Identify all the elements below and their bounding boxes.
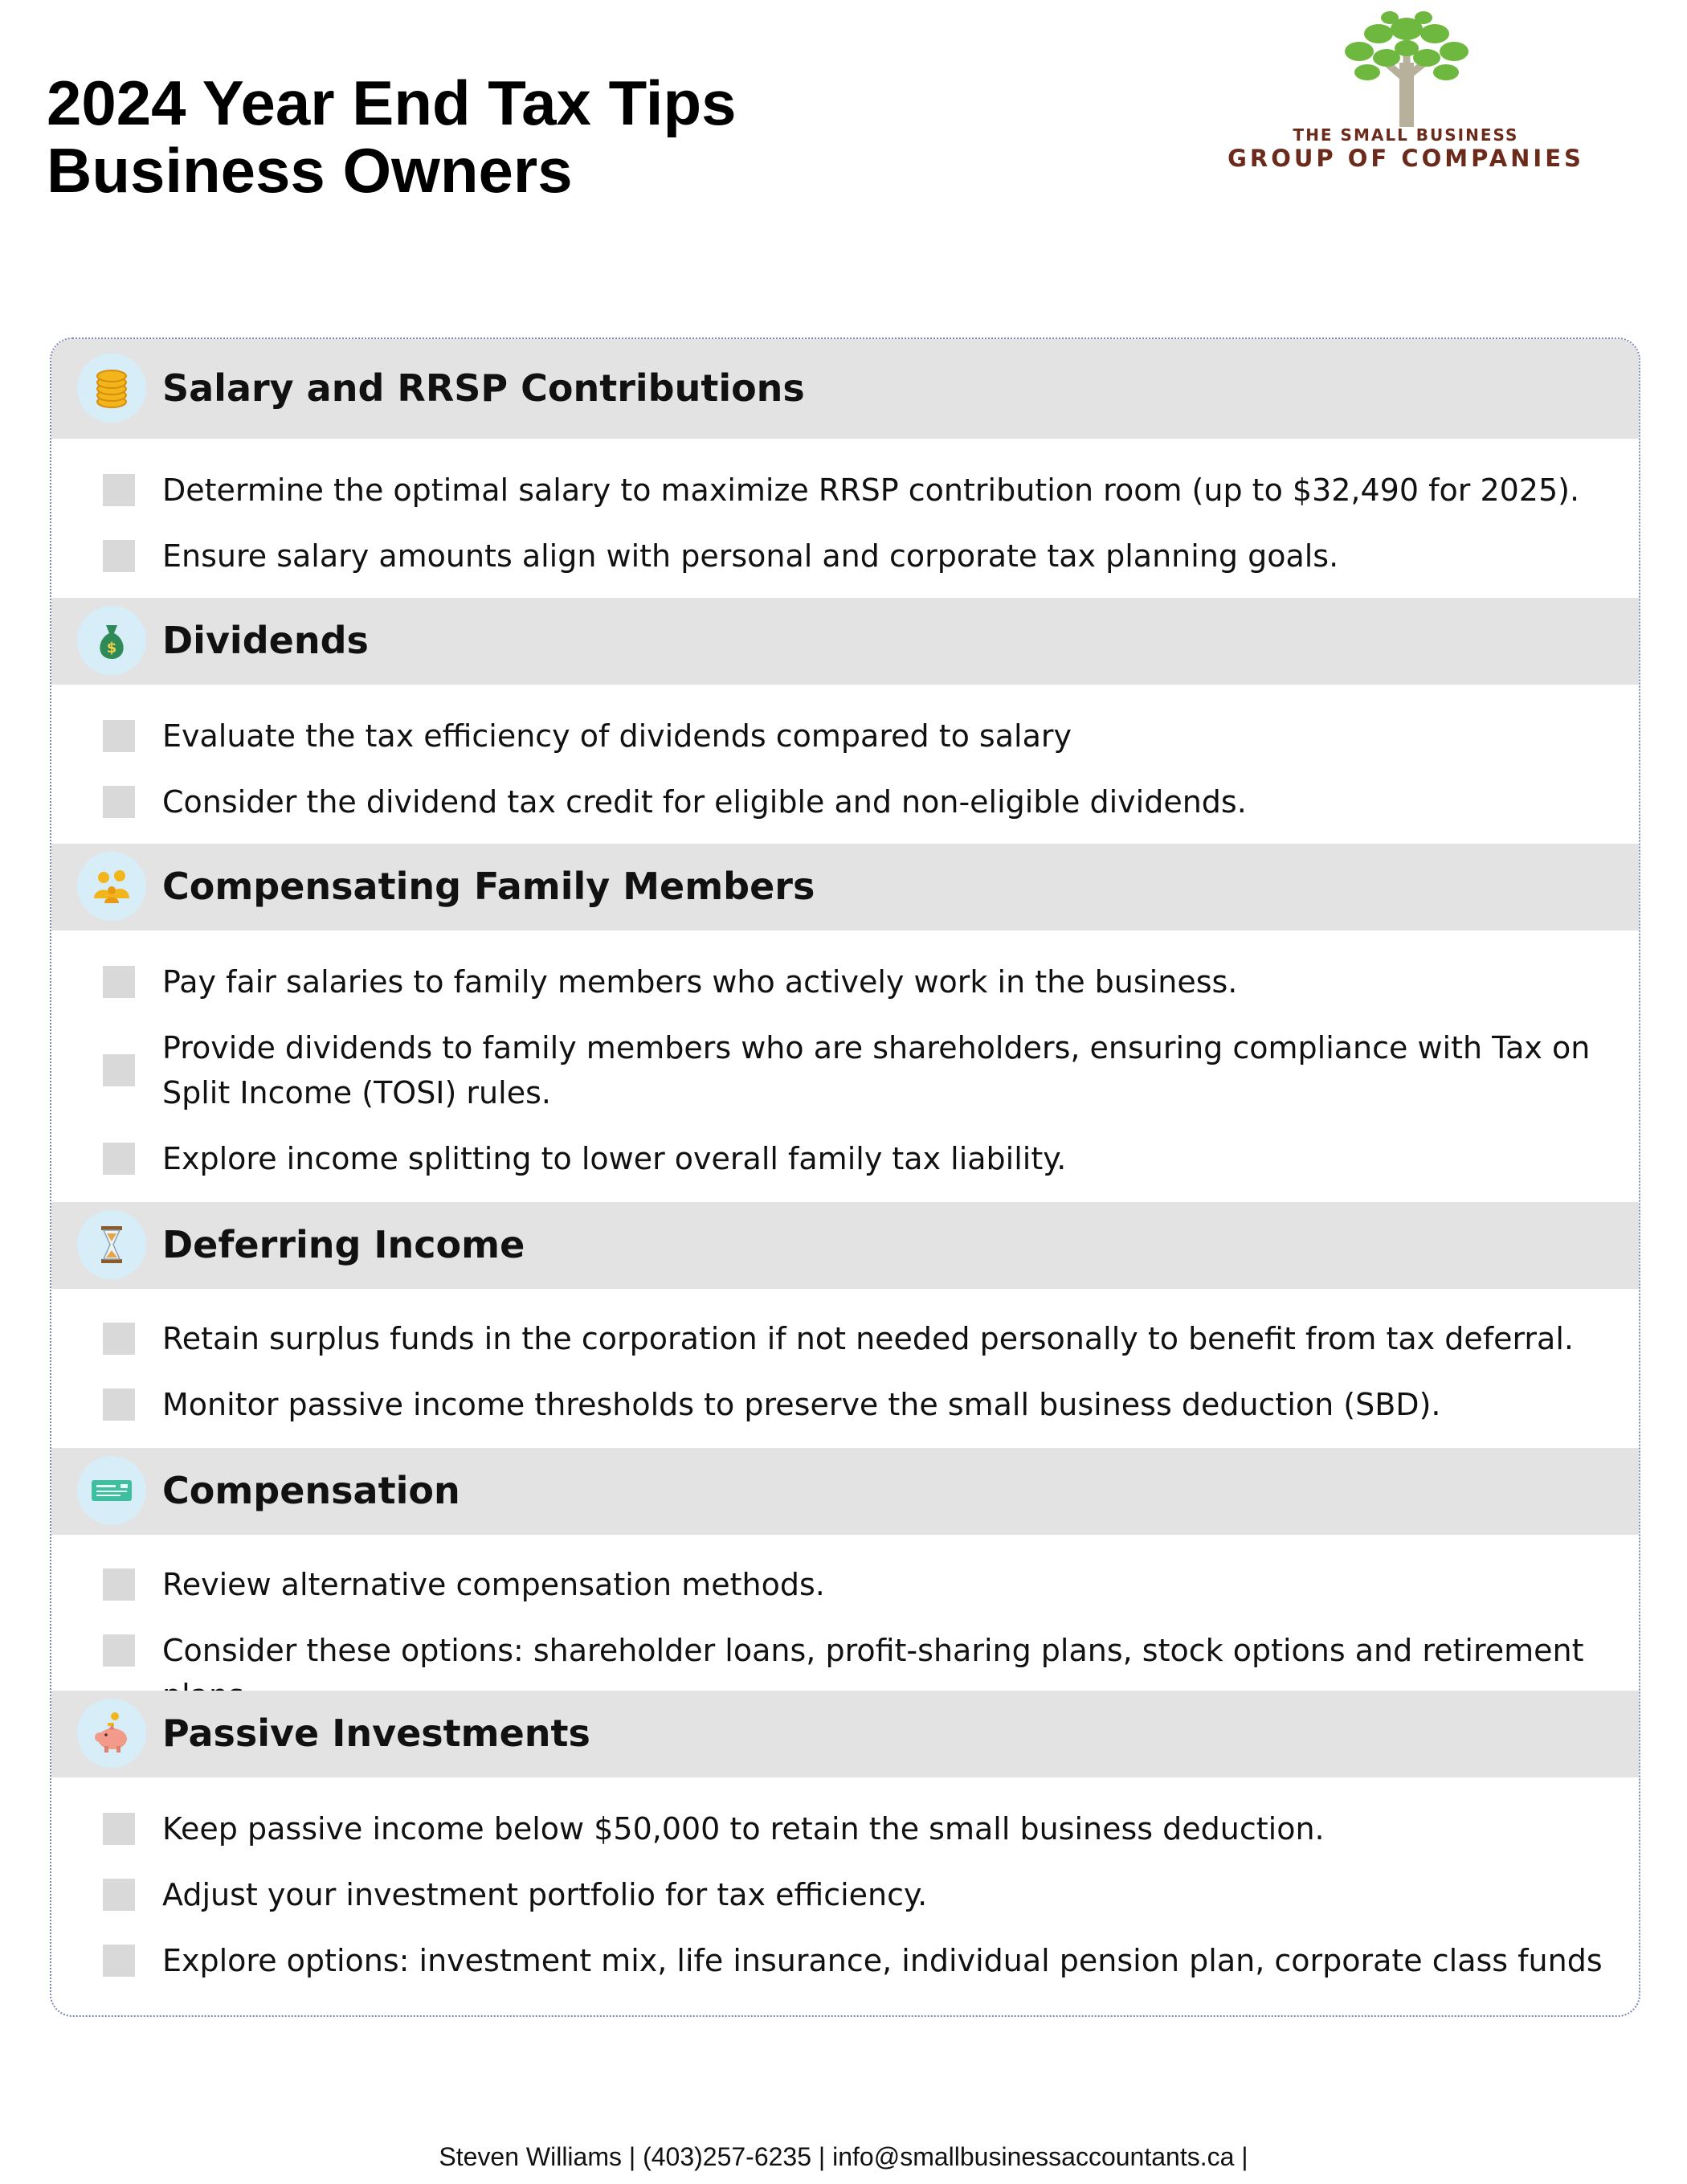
item-text: Consider the dividend tax credit for eligible and non-eligible dividends. bbox=[162, 784, 1247, 820]
checkbox[interactable] bbox=[103, 720, 135, 752]
section-header-passive bbox=[51, 1691, 1639, 1777]
section-header-dividends bbox=[51, 598, 1639, 685]
piggy-bank-icon bbox=[88, 1710, 135, 1757]
money-bag-icon bbox=[88, 617, 135, 664]
page-title bbox=[47, 69, 737, 204]
section-title: Passive Investments bbox=[162, 1712, 590, 1755]
checkbox[interactable] bbox=[103, 474, 135, 506]
section-header-salary-rrsp bbox=[51, 339, 1639, 439]
checkbox[interactable] bbox=[103, 786, 135, 818]
svg-text:$: $ bbox=[106, 640, 117, 656]
item-text: Review alternative compensation methods. bbox=[162, 1567, 825, 1602]
item-text: Consider these options: shareholder loans, profit-sharing plans, stock options and retirement bbox=[162, 1633, 1584, 1668]
item-text: Explore options: investment mix, life insurance, individual pension plan, corporate class funds bbox=[162, 1943, 1603, 1978]
checkbox[interactable] bbox=[103, 1813, 135, 1845]
family-icon bbox=[88, 863, 135, 910]
logo-line-1: THE SMALL BUSINESS bbox=[1293, 125, 1519, 145]
section-header-compensation bbox=[51, 1448, 1639, 1535]
cheque-icon bbox=[88, 1467, 135, 1514]
item-text: Determine the optimal salary to maximize RRSP contribution room (up to $32,490 for 2025). bbox=[162, 472, 1580, 508]
item-text: Retain surplus funds in the corporation if not needed personally to benefit from tax deferral. bbox=[162, 1321, 1574, 1356]
company-logo bbox=[1189, 6, 1623, 175]
section-title: Compensating Family Members bbox=[162, 865, 815, 908]
item-text: Pay fair salaries to family members who actively work in the business. bbox=[162, 964, 1238, 1000]
section-icon-circle bbox=[77, 1210, 146, 1279]
checkbox[interactable] bbox=[103, 1568, 135, 1601]
item-text: Explore income splitting to lower overall family tax liability. bbox=[162, 1141, 1067, 1176]
checkbox[interactable] bbox=[103, 1389, 135, 1421]
checkbox[interactable] bbox=[103, 1143, 135, 1175]
coins-icon bbox=[88, 365, 135, 411]
item-text: Adjust your investment portfolio for tax efficiency. bbox=[162, 1877, 928, 1912]
section-icon-circle bbox=[77, 852, 146, 921]
checkbox[interactable] bbox=[103, 540, 135, 572]
section-icon-circle bbox=[77, 354, 146, 423]
section-icon-circle bbox=[77, 1456, 146, 1525]
logo-line-2: GROUP OF COMPANIES bbox=[1227, 145, 1584, 172]
hourglass-icon bbox=[88, 1221, 135, 1268]
checkbox[interactable] bbox=[103, 1054, 135, 1086]
checkbox[interactable] bbox=[103, 1879, 135, 1911]
checkbox[interactable] bbox=[103, 966, 135, 998]
section-icon-circle bbox=[77, 1699, 146, 1768]
item-text: Evaluate the tax efficiency of dividends compared to salary bbox=[162, 718, 1072, 754]
section-title: Salary and RRSP Contributions bbox=[162, 366, 805, 410]
item-text: Monitor passive income thresholds to preserve the small business deduction (SBD). bbox=[162, 1387, 1441, 1422]
section-icon-circle bbox=[77, 606, 146, 675]
section-title: Compensation bbox=[162, 1469, 460, 1512]
title-line-1: 2024 Year End Tax Tips bbox=[47, 67, 737, 138]
item-text: Provide dividends to family members who are shareholders, ensuring compliance with Tax on Split Income (TOSI) rules. bbox=[162, 1030, 1591, 1110]
section-title: Dividends bbox=[162, 619, 369, 662]
item-text: Keep passive income below $50,000 to retain the small business deduction. bbox=[162, 1811, 1325, 1847]
title-line-2: Business Owners bbox=[47, 135, 573, 206]
section-title: Deferring Income bbox=[162, 1223, 525, 1266]
section-header-deferring bbox=[51, 1202, 1639, 1289]
checkbox[interactable] bbox=[103, 1634, 135, 1667]
footer-contact: Steven Williams | (403)257-6235 | info@smallbusinessaccountants.ca | bbox=[439, 2142, 1248, 2171]
section-header-family bbox=[51, 844, 1639, 930]
checkbox[interactable] bbox=[103, 1945, 135, 1977]
checkbox[interactable] bbox=[103, 1323, 135, 1355]
tree-logo-icon bbox=[1189, 6, 1623, 127]
checklist-card bbox=[50, 337, 1640, 2017]
item-text: Ensure salary amounts align with personal and corporate tax planning goals. bbox=[162, 538, 1339, 574]
